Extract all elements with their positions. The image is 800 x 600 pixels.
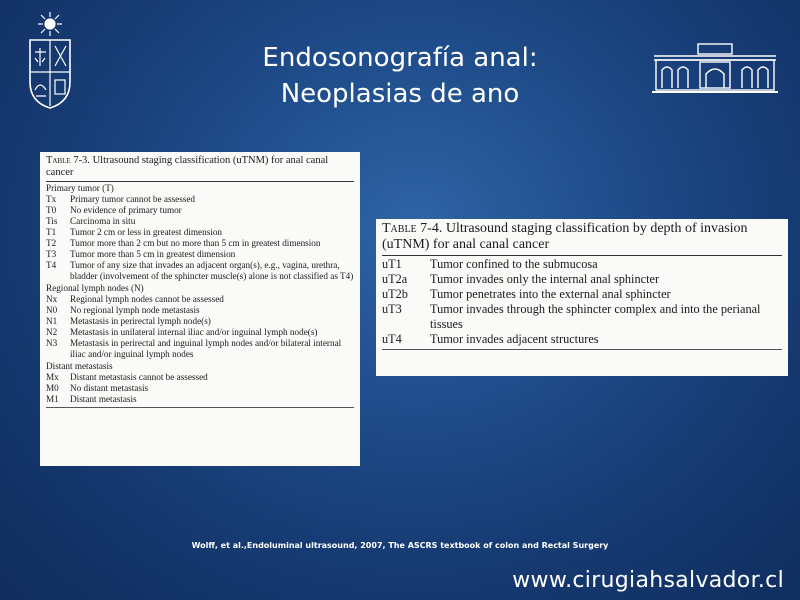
table-row bbox=[46, 249, 354, 260]
table-row bbox=[382, 302, 782, 332]
title-line-2: Neoplasias de ano bbox=[280, 79, 520, 109]
row-code: Mx bbox=[46, 372, 59, 382]
table-row bbox=[46, 294, 354, 305]
table-row bbox=[46, 205, 354, 216]
row-code: M0 bbox=[46, 383, 59, 393]
table-7-3-body bbox=[46, 183, 354, 408]
row-description: Tumor invades through the sphincter complex and into the perianal tissues bbox=[430, 302, 761, 331]
row-description: Metastasis in perirectal and inguinal lymph nodes and/or bilateral internal iliac and/or inguinal lymph nodes bbox=[70, 338, 342, 359]
row-code: M1 bbox=[46, 394, 59, 404]
row-description: Distant metastasis bbox=[70, 394, 137, 404]
table-7-3-bottom-rule bbox=[46, 407, 354, 408]
website-url: www.cirugiahsalvador.cl bbox=[512, 568, 784, 593]
row-description: No distant metastasis bbox=[70, 383, 149, 393]
table-row bbox=[46, 227, 354, 238]
table-7-4-caption-text: Ultrasound staging classification by depth of invasion (uTNM) for anal canal cancer bbox=[382, 221, 748, 252]
table-7-3-caption bbox=[46, 152, 354, 182]
table-row bbox=[46, 383, 354, 394]
table-7-3-caption-label: Table 7-3. bbox=[46, 155, 90, 166]
row-description: Tumor invades adjacent structures bbox=[430, 332, 599, 346]
row-code: uT2b bbox=[382, 287, 408, 301]
row-code: T3 bbox=[46, 249, 57, 259]
row-description: Metastasis in perirectal lymph node(s) bbox=[70, 316, 211, 326]
table-row bbox=[46, 216, 354, 227]
row-code: Tis bbox=[46, 216, 58, 226]
row-code: uT1 bbox=[382, 257, 402, 271]
section-heading: Distant metastasis bbox=[46, 361, 113, 371]
table-row bbox=[46, 394, 354, 405]
row-description: Metastasis in unilateral internal iliac and/or inguinal lymph node(s) bbox=[70, 327, 318, 337]
row-description: Tumor more than 5 cm in greatest dimension bbox=[70, 249, 236, 259]
row-description: Tumor invades only the internal anal sphincter bbox=[430, 272, 660, 286]
row-description: Distant metastasis cannot be assessed bbox=[70, 372, 208, 382]
table-row bbox=[382, 287, 782, 302]
row-code: N0 bbox=[46, 305, 58, 315]
row-description: Tumor penetrates into the external anal sphincter bbox=[430, 287, 671, 301]
section-heading: Regional lymph nodes (N) bbox=[46, 283, 144, 293]
table-7-4-caption bbox=[382, 219, 782, 256]
row-code: uT4 bbox=[382, 332, 402, 346]
citation: Wolff, et al.,Endoluminal ultrasound, 2007, The ASCRS textbook of colon and Rectal Surgery bbox=[191, 541, 609, 550]
row-description: Tumor confined to the submucosa bbox=[430, 257, 598, 271]
row-code: T1 bbox=[46, 227, 57, 237]
row-code: uT3 bbox=[382, 302, 402, 316]
table-row bbox=[46, 327, 354, 338]
table-row bbox=[46, 194, 354, 205]
table-7-4-body bbox=[382, 257, 782, 350]
row-code: N1 bbox=[46, 316, 58, 326]
table-row bbox=[382, 332, 782, 347]
table-row bbox=[46, 260, 354, 282]
row-description: Tumor of any size that invades an adjacent organ(s), e.g., vagina, urethra, bladder (involvement of the sphincter muscle(s) alone is not classified as T4) bbox=[70, 260, 354, 281]
title-line-1: Endosonografía anal: bbox=[262, 43, 538, 73]
table-row bbox=[382, 272, 782, 287]
row-code: Nx bbox=[46, 294, 58, 304]
row-code: N2 bbox=[46, 327, 58, 337]
row-description: Regional lymph nodes cannot be assessed bbox=[70, 294, 224, 304]
row-description: Primary tumor cannot be assessed bbox=[70, 194, 196, 204]
table-row bbox=[46, 238, 354, 249]
row-description: Tumor 2 cm or less in greatest dimension bbox=[70, 227, 223, 237]
row-code: T0 bbox=[46, 205, 57, 215]
table-7-4-bottom-rule bbox=[382, 349, 782, 350]
section-heading: Primary tumor (T) bbox=[46, 183, 114, 193]
hospital-building-icon bbox=[650, 40, 780, 96]
table-7-3-caption-text: Ultrasound staging classification (uTNM) for anal canal cancer bbox=[46, 155, 329, 178]
table-row bbox=[46, 305, 354, 316]
table-row bbox=[46, 372, 354, 383]
row-description: Tumor more than 2 cm but no more than 5 cm in greatest dimension bbox=[70, 238, 321, 248]
row-code: T2 bbox=[46, 238, 57, 248]
row-code: T4 bbox=[46, 260, 57, 270]
table-row bbox=[46, 338, 354, 360]
table-7-4-caption-label: Table 7-4. bbox=[382, 221, 443, 236]
table-row bbox=[46, 316, 354, 327]
table-7-3 bbox=[40, 152, 360, 466]
table-row bbox=[382, 257, 782, 272]
row-description: No evidence of primary tumor bbox=[70, 205, 182, 215]
table-7-4 bbox=[376, 219, 788, 376]
row-code: N3 bbox=[46, 338, 58, 348]
row-code: Tx bbox=[46, 194, 57, 204]
slide-title bbox=[180, 40, 620, 112]
row-code: uT2a bbox=[382, 272, 408, 286]
university-crest-icon bbox=[22, 10, 78, 110]
row-description: No regional lymph node metastasis bbox=[70, 305, 200, 315]
row-description: Carcinoma in situ bbox=[70, 216, 136, 226]
